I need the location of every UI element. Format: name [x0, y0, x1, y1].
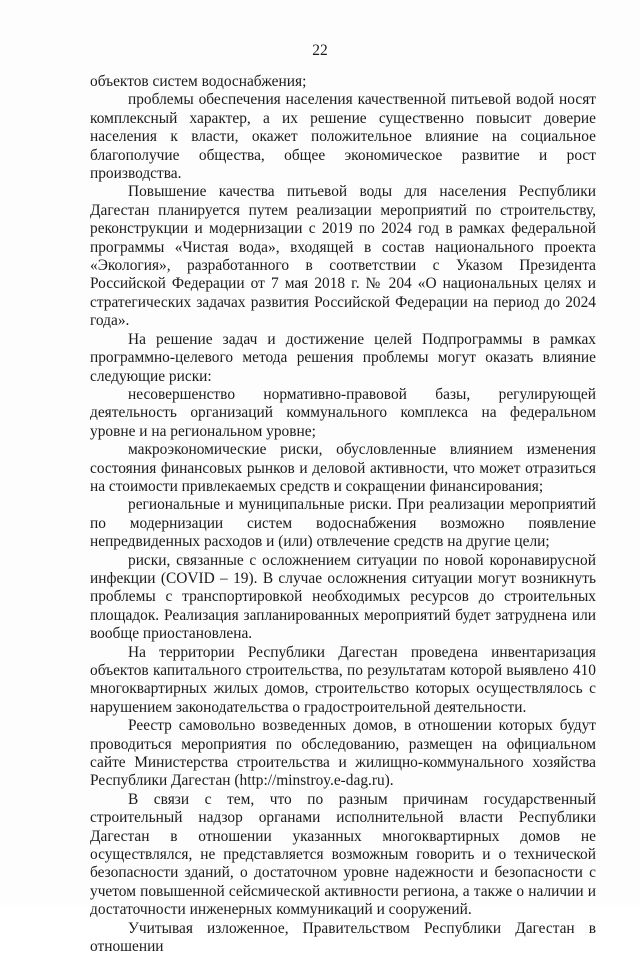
paragraph-11: В связи с тем, что по разным причинам государственный строительный надзор органами исполнительной власти Республики Дагестан в отношении указанных многоквартирных домов не осуществлялся, не представляется возможным говорить и о технической безопасности зданий, о достаточном уровне надежности и безопасности с учетом повышенной сейсмической активности региона, а также о наличии и достаточности инженерных коммуникаций и сооружений.	[90, 790, 596, 919]
paragraph-10: Реестр самовольно возведенных домов, в отношении которых будут проводиться мероприятия по обследованию, размещен на официальном сайте Министерства строительства и жилищно-коммунального хозяйства Республики Дагестан (http://minstroy.e-dag.ru).	[90, 717, 596, 790]
page-number: 22	[312, 42, 328, 59]
paragraph-4: На решение задач и достижение целей Подпрограммы в рамках программно-целевого метода решения проблемы могут оказать влияние следующие риски:	[90, 330, 596, 385]
paragraph-2: проблемы обеспечения населения качественной питьевой водой носят комплексный характер, а их решение существенно повысит доверие населения к власти, окажет положительное влияние на социальное благополучие общества, общее экономическое развитие и рост производства.	[90, 91, 596, 183]
paragraph-3: Повышение качества питьевой воды для населения Республики Дагестан планируется путем реализации мероприятий по строительству, реконструкции и модернизации с 2019 по 2024 год в рамках федеральной программы «Чистая вода», входящей в состав национального проекта «Экология», разработанного в соответствии с Указом Президента Российской Федерации от 7 мая 2018 г. № 204 «О национальных целях и стратегических задачах развития Российской Федерации на период до 2024 года».	[90, 183, 596, 330]
paragraph-5: несовершенство нормативно-правовой базы, регулирующей деятельность организаций коммунального комплекса на федеральном уровне и на региональном уровне;	[90, 385, 596, 440]
paragraph-7: региональные и муниципальные риски. При реализации мероприятий по модернизации систем водоснабжения возможно появление непредвиденных расходов и (или) отвлечение средств на другие цели;	[90, 496, 596, 551]
paragraph-12: Учитывая изложенное, Правительством Республики Дагестан в отношении	[90, 919, 596, 956]
paragraph-6: макроэкономические риски, обусловленные влиянием изменения состояния финансовых рынков и деловой активности, что может отразиться на стоимости привлекаемых средств и сокращении финансирования;	[90, 441, 596, 495]
paragraph-1: объектов систем водоснабжения;	[90, 73, 307, 90]
paragraph-9: На территории Республики Дагестан проведена инвентаризация объектов капитального строительства, по результатам которой выявлено 410 многоквартирных жилых домов, строительство которых осуществлялось с нарушением законодательства о градостроительной деятельности.	[90, 643, 596, 716]
paragraph-8: риски, связанные с осложнением ситуации по новой коронавирусной инфекции (COVID – 19). В случае осложнения ситуации могут возникнуть проблемы с транспортировкой необходимых ресурсов до строительных площадок. Реализация запланированных мероприятий будет затруднена или вообще приостановлена.	[90, 551, 596, 643]
document-body	[90, 73, 596, 957]
